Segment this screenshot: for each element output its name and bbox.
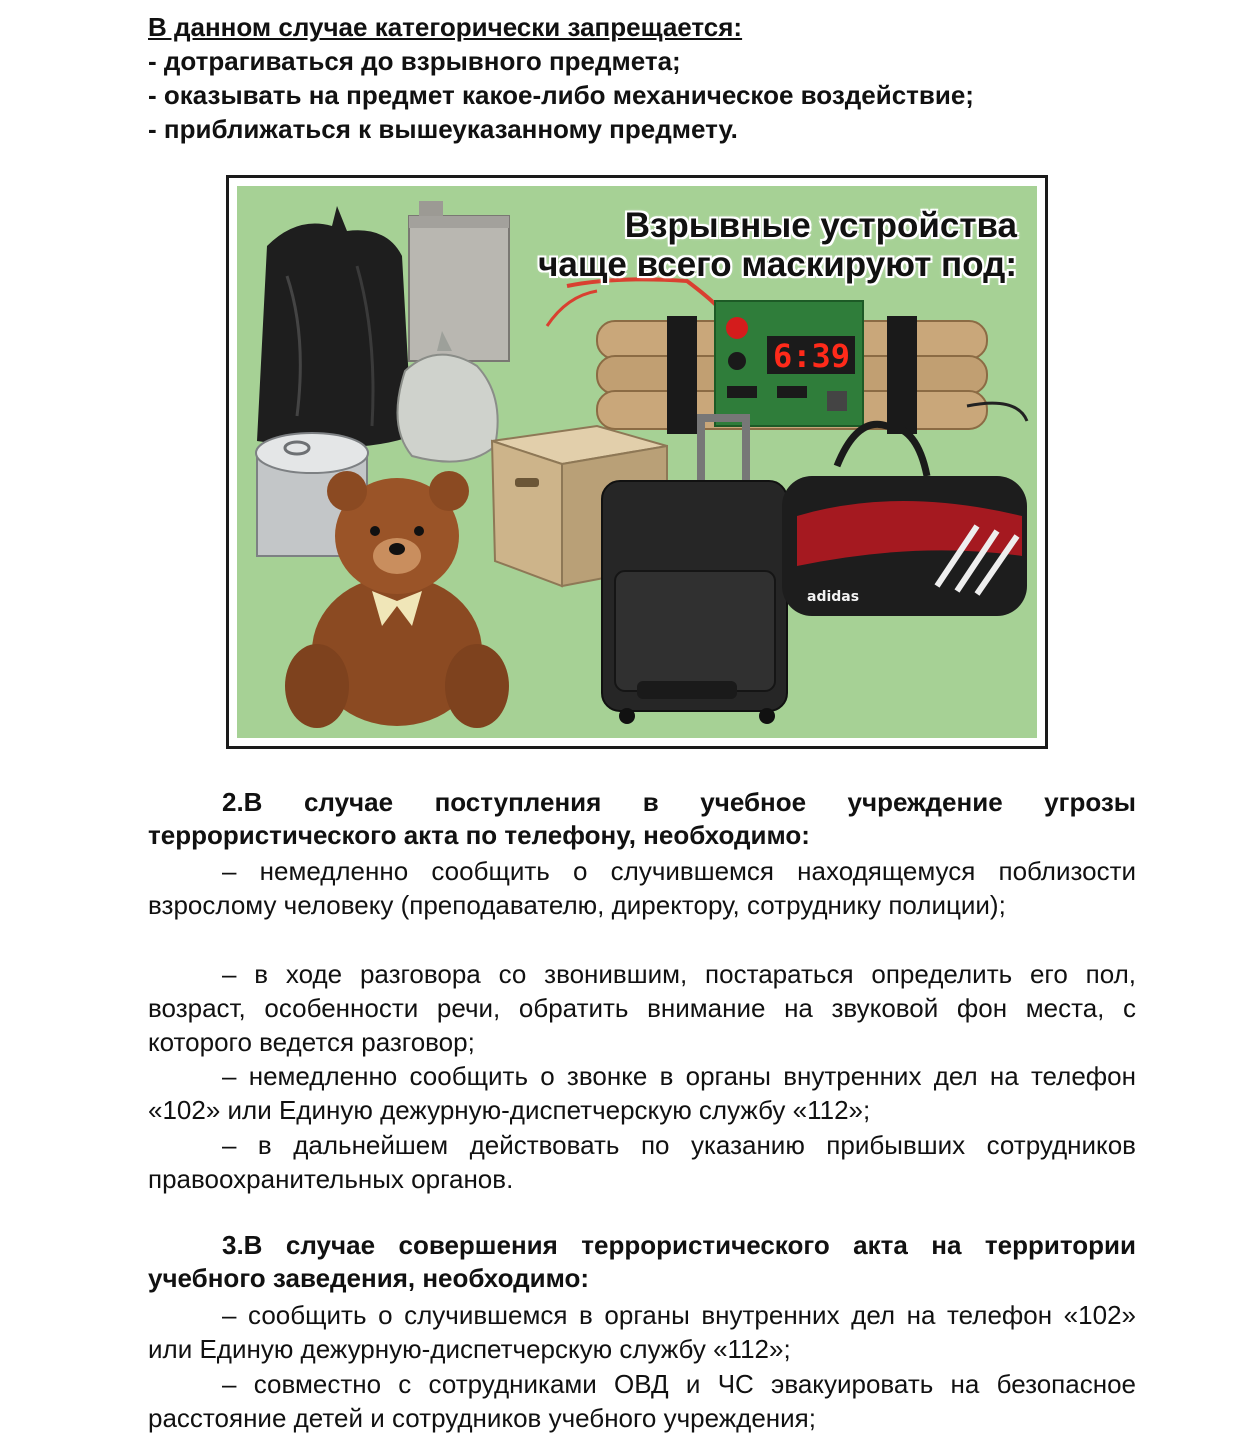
intro-block [148,10,1148,146]
bag-brand-label: adidas [807,589,860,605]
garbage-bag-illustration [257,206,412,447]
explosive-disguise-poster [237,186,1037,738]
section-3-item: – совместно с сотрудниками ОВД и ЧС эвакуировать на безопасное расстояние детей и сотрудников учебного учреждения; [148,1369,1136,1433]
section-2-item: – немедленно сообщить о звонке в органы внутренних дел на телефон «102» или Единую дежурную-диспетчерскую службу «112»; [148,1061,1136,1125]
section-2-item: – в дальнейшем действовать по указанию прибывших сотрудников правоохранительных органов. [148,1130,1136,1194]
poster-title-line: чаще всего маскируют под: [538,245,1017,284]
timer-display: 6:39 [773,337,851,375]
canister-illustration [409,201,509,361]
sports-bag-illustration [782,424,1027,616]
intro-heading: В данном случае категорически запрещается: [148,12,743,42]
section-2-item: – в ходе разговора со звонившим, постараться определить его пол, возраст, особенности речи, обратить внимание на звуковой фон места, с которого ведется разговор; [148,959,1136,1057]
section-3-title: 3.В случае совершения террористического акта на территории учебного заведения, необходимо: [148,1230,1136,1293]
intro-item: - приближаться к вышеуказанному предмету. [148,114,738,144]
section-3-item: – сообщить о случившемся в органы внутренних дел на телефон «102» или Единую дежурную-диспетчерскую службу «112»; [148,1300,1136,1364]
poster-frame [226,175,1048,749]
intro-item: - дотрагиваться до взрывного предмета; [148,46,681,76]
intro-item: - оказывать на предмет какое-либо механическое воздействие; [148,80,974,110]
poster-title [538,206,1017,284]
poster-title-line: Взрывные устройства [624,206,1017,245]
section-2-item: – немедленно сообщить о случившемся находящемуся поблизости взрослому человеку (преподавателю, директору, сотруднику полиции); [148,856,1136,920]
section-2-title: 2.В случае поступления в учебное учреждение угрозы террористического акта по телефону, необходимо: [148,787,1136,850]
